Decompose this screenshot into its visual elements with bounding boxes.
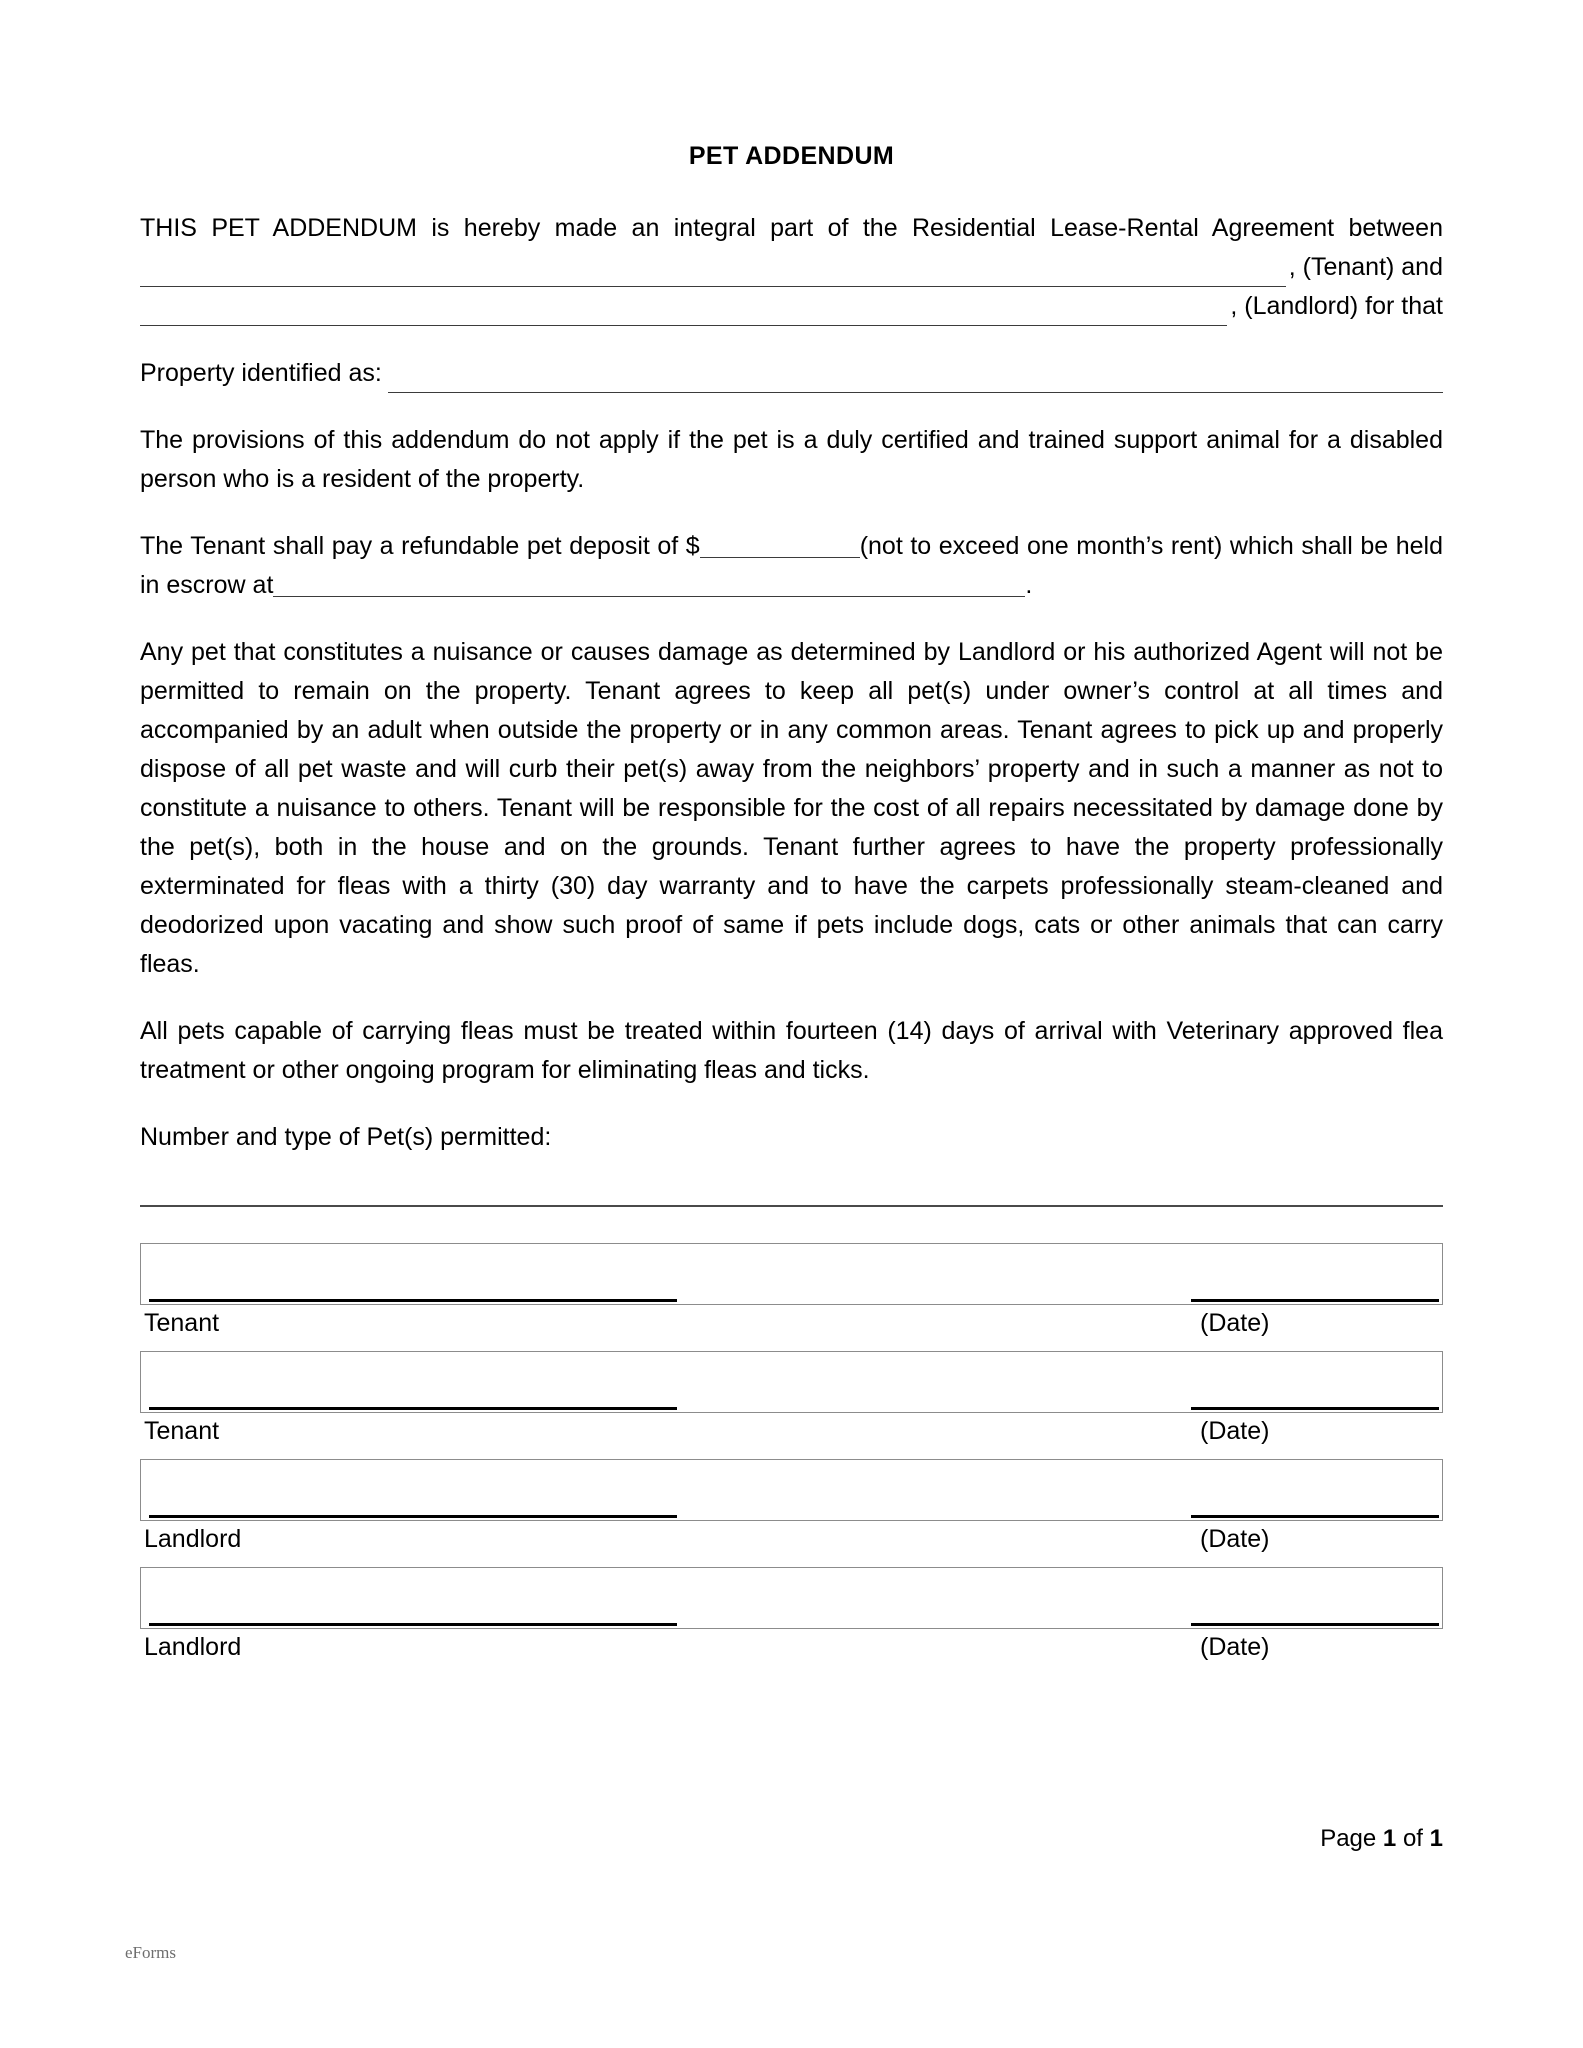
page-number-prefix: Page [1320,1825,1383,1852]
fleas-paragraph: All pets capable of carrying fleas must be treated within fourteen (14) days of arrival with Veterinary approved flea treatment or other ongoing program for eliminating fleas and ticks. [140,1017,1443,1084]
property-identified-row [140,354,1443,393]
spacer [140,1157,1443,1205]
signature-labels-row [140,1629,1443,1665]
signature-date-label: (Date) [1200,1309,1270,1337]
spacer [140,1090,1443,1118]
signature-labels-row [140,1521,1443,1557]
property-identified-input[interactable] [388,360,1443,393]
spacer [140,326,1443,354]
landlord-name-tail-label: , (Landlord) for that [1230,292,1443,320]
signature-line[interactable] [149,1623,677,1626]
signature-party-label: Tenant [144,1417,220,1445]
landlord-name-line-row [140,287,1443,326]
spacer [140,499,1443,527]
page-number [140,1825,1443,1853]
signature-line[interactable] [149,1515,677,1518]
page-title: PET ADDENDUM [688,142,895,170]
deposit-amount-input[interactable] [700,531,860,558]
deposit-paragraph [140,527,1443,605]
signature-party-label: Landlord [144,1525,242,1553]
page-number-middle: of [1396,1825,1430,1852]
escrow-label: be held in escrow at [140,532,1443,599]
spacer [140,1207,1443,1233]
pets-permitted-label: Number and type of Pet(s) permitted: [140,1123,552,1151]
date-line[interactable] [1191,1407,1439,1410]
date-line[interactable] [1191,1515,1439,1518]
signature-labels-row [140,1305,1443,1341]
tenant-name-line-row [140,248,1443,287]
landlord-name-input[interactable] [140,293,1227,326]
signature-box-tenant-1[interactable] [140,1243,1443,1305]
document-content [140,0,1443,1852]
signature-line[interactable] [149,1407,677,1410]
signature-box-landlord-1[interactable] [140,1459,1443,1521]
escrow-tail-label: . [1025,571,1033,599]
escrow-location-input[interactable] [273,570,1025,597]
signature-date-label: (Date) [1200,1417,1270,1445]
spacer [140,984,1443,1012]
signature-box-tenant-2[interactable] [140,1351,1443,1413]
page-number-total: 1 [1429,1825,1443,1852]
signature-party-label: Landlord [144,1633,242,1661]
signature-date-label: (Date) [1200,1633,1270,1661]
tenant-name-tail-label: , (Tenant) and [1288,253,1443,281]
signature-date-label: (Date) [1200,1525,1270,1553]
deposit-after-label: (not to exceed one month’s rent) which shall [859,532,1353,560]
eforms-watermark: eForms [125,1943,176,1962]
deposit-before-label: The Tenant shall pay a refundable pet deposit of $ [140,532,700,560]
tenant-name-input[interactable] [140,254,1286,287]
spacer [140,393,1443,421]
support-animal-paragraph: The provisions of this addendum do not apply if the pet is a duly certified and trained support animal for a disabled person who is a resident of the property. [140,426,1443,493]
signature-line[interactable] [149,1299,677,1302]
signature-box-landlord-2[interactable] [140,1567,1443,1629]
page-number-current: 1 [1382,1825,1397,1852]
nuisance-paragraph: Any pet that constitutes a nuisance or causes damage as determined by Landlord or his authorized Agent will not be permitted to remain on the property. Tenant agrees to keep all pet(s) under owner’s control at all times and accompanied by an adult when outside the property or in any common areas. Tenant agrees to pick up and properly dispose of all pet waste and will curb their pet(s) away from the neighbors’ property and in such a manner as not to constitute a nuisance to others. Tenant will be responsible for the cost of all repairs necessitated by damage done by the pet(s), both in the house and on the grounds. Tenant further agrees to have the property professionally exterminated for fleas with a thirty (30) day warranty and to have the carpets professionally steam-cleaned and deodorized upon vacating and show such proof of same if pets include dogs, cats or other animals that can carry fleas. [140,638,1443,978]
date-line[interactable] [1191,1299,1439,1302]
property-identified-label: Property identified as: [140,359,382,387]
signature-party-label: Tenant [144,1309,220,1337]
date-line[interactable] [1191,1623,1439,1626]
signature-labels-row [140,1413,1443,1449]
intro-lead-text: THIS PET ADDENDUM is hereby made an integral part of the Residential Lease-Rental Agreement between [140,214,1443,242]
spacer [140,605,1443,633]
spacer [140,171,1443,209]
